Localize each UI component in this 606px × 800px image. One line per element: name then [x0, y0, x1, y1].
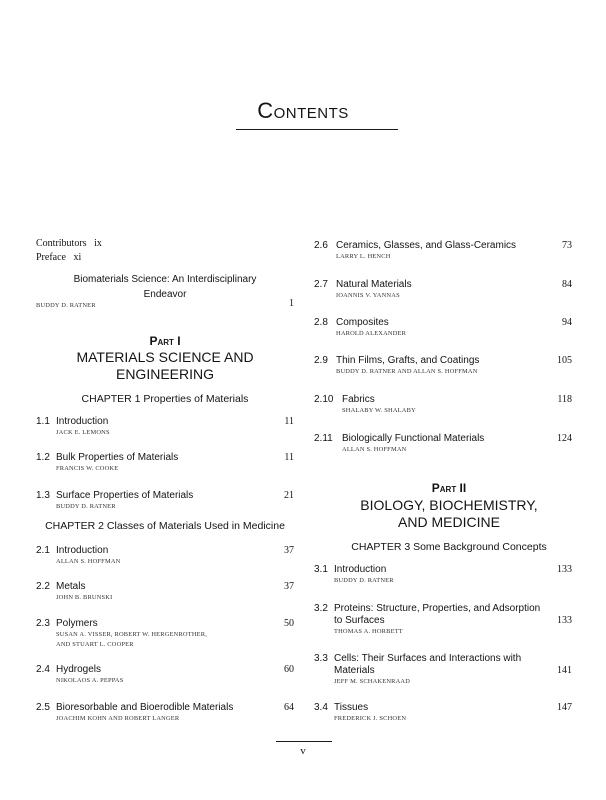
entry-number: 2.9: [314, 355, 328, 366]
part-heading: [36, 349, 294, 383]
title-rule: [236, 129, 398, 130]
entry-author: JEFF M. SCHAKENRAAD: [334, 678, 411, 685]
entry-author: HAROLD ALEXANDER: [336, 330, 407, 337]
front-matter-preface[interactable]: [36, 252, 81, 263]
entry-author: SUSAN A. VISSER, ROBERT W. HERGENROTHER,: [56, 631, 208, 638]
entry-author: SHALABY W. SHALABY: [342, 407, 416, 414]
entry-author: BUDDY D. RATNER: [334, 577, 394, 584]
entry-page: 84: [562, 279, 572, 290]
entry-title: Composites: [336, 317, 389, 328]
front-matter-contributors[interactable]: [36, 238, 102, 249]
entry-title: Polymers: [56, 618, 98, 629]
entry-title: Metals: [56, 581, 86, 592]
entry-title: Bulk Properties of Materials: [56, 452, 179, 463]
entry-page: 105: [557, 355, 572, 366]
entry-page: 73: [562, 240, 572, 251]
entry-author: FRANCIS W. COOKE: [56, 465, 119, 472]
entry-title: Introduction: [56, 545, 109, 556]
entry-number: 2.4: [36, 664, 50, 675]
entry-page: 133: [557, 564, 572, 575]
entry-number: 2.10: [314, 394, 334, 405]
entry-author: THOMAS A. HORBETT: [334, 628, 403, 635]
part-label: Part I: [149, 334, 181, 348]
entry-title: Tissues: [334, 702, 369, 713]
intro-title-line: Biomaterials Science: An Interdisciplinary: [73, 274, 257, 285]
entry-number: 2.11: [314, 433, 333, 444]
entry-number: 3.1: [314, 564, 328, 575]
entry-title: Introduction: [334, 564, 387, 575]
front-matter-label: Preface: [36, 252, 66, 263]
entry-page: 118: [557, 394, 572, 405]
entry-number: 2.1: [36, 545, 50, 556]
entry-author: ALLAN S. HOFFMAN: [342, 446, 407, 453]
entry-number: 2.6: [314, 240, 328, 251]
entry-page: 60: [284, 664, 294, 675]
folio-rule: [276, 741, 332, 742]
entry-page: 11: [284, 416, 294, 427]
intro-title[interactable]: [36, 272, 294, 302]
entry-title: Ceramics, Glasses, and Glass-Ceramics: [336, 240, 517, 251]
part-heading-line: AND MEDICINE: [398, 514, 500, 530]
entry-page: 141: [557, 665, 572, 676]
entry-number: 2.3: [36, 618, 50, 629]
part-heading-line: BIOLOGY, BIOCHEMISTRY,: [360, 497, 538, 513]
entry-page: 50: [284, 618, 294, 629]
entry-author: JOHN B. BRUNSKI: [56, 594, 113, 601]
entry-title: Hydrogels: [56, 664, 102, 675]
entry-title: Introduction: [56, 416, 109, 427]
entry-author: IOANNIS V. YANNAS: [336, 292, 400, 299]
entry-title: Fabrics: [342, 394, 375, 405]
entry-title: Surface Properties of Materials: [56, 490, 194, 501]
front-matter-page: ix: [94, 238, 102, 249]
entry-page: 21: [284, 490, 294, 501]
entry-author: FREDERICK J. SCHOEN: [334, 715, 407, 722]
entry-title: Cells: Their Surfaces and Interactions with: [334, 653, 522, 664]
entry-page: 64: [284, 702, 294, 713]
entry-number: 1.1: [36, 416, 50, 427]
part-heading: [320, 497, 578, 531]
entry-number: 2.5: [36, 702, 50, 713]
entry-author: BUDDY D. RATNER AND ALLAN S. HOFFMAN: [336, 368, 478, 375]
entry-author: JACK E. LEMONS: [56, 429, 110, 436]
entry-author: AND STUART L. COOPER: [56, 641, 134, 648]
entry-page: 37: [284, 581, 294, 592]
entry-author: JOACHIM KOHN AND ROBERT LANGER: [56, 715, 180, 722]
entry-title: to Surfaces: [334, 615, 385, 626]
entry-number: 3.3: [314, 653, 328, 664]
entry-number: 2.8: [314, 317, 328, 328]
part-label: Part II: [431, 481, 467, 495]
entry-page: 124: [557, 433, 572, 444]
entry-number: 1.3: [36, 490, 50, 501]
entry-title: Natural Materials: [336, 279, 412, 290]
intro-page: 1: [289, 298, 294, 309]
chapter-heading: CHAPTER 2 Classes of Materials Used in Medicine: [45, 520, 285, 532]
page-number: v: [300, 745, 306, 757]
part-heading-line: ENGINEERING: [115, 366, 214, 382]
entry-author: BUDDY D. RATNER: [56, 503, 116, 510]
entry-page: 11: [284, 452, 294, 463]
entry-title: Proteins: Structure, Properties, and Adsorption: [334, 603, 541, 614]
chapter-heading: CHAPTER 1 Properties of Materials: [81, 393, 249, 405]
entry-title: Materials: [334, 665, 375, 676]
entry-number: 3.4: [314, 702, 328, 713]
entry-page: 94: [562, 317, 572, 328]
entry-author: NIKOLAOS A. PEPPAS: [56, 677, 124, 684]
entry-author: LARRY L. HENCH: [336, 253, 391, 260]
entry-page: 133: [557, 615, 572, 626]
entry-number: 3.2: [314, 603, 328, 614]
intro-author: BUDDY D. RATNER: [36, 302, 96, 309]
entry-title: Thin Films, Grafts, and Coatings: [336, 355, 480, 366]
entry-page: 147: [557, 702, 572, 713]
part-heading-line: MATERIALS SCIENCE AND: [76, 349, 254, 365]
entry-number: 2.7: [314, 279, 328, 290]
entry-title: Bioresorbable and Bioerodible Materials: [56, 702, 234, 713]
chapter-heading: CHAPTER 3 Some Background Concepts: [351, 541, 547, 553]
page-title: Contents: [257, 98, 349, 123]
entry-number: 1.2: [36, 452, 50, 463]
front-matter-page: xi: [73, 252, 82, 263]
front-matter-label: Contributors: [36, 238, 87, 249]
entry-number: 2.2: [36, 581, 50, 592]
entry-title: Biologically Functional Materials: [342, 433, 485, 444]
entry-page: 37: [284, 545, 294, 556]
intro-title-line: Endeavor: [143, 289, 187, 300]
entry-author: ALLAN S. HOFFMAN: [56, 558, 121, 565]
